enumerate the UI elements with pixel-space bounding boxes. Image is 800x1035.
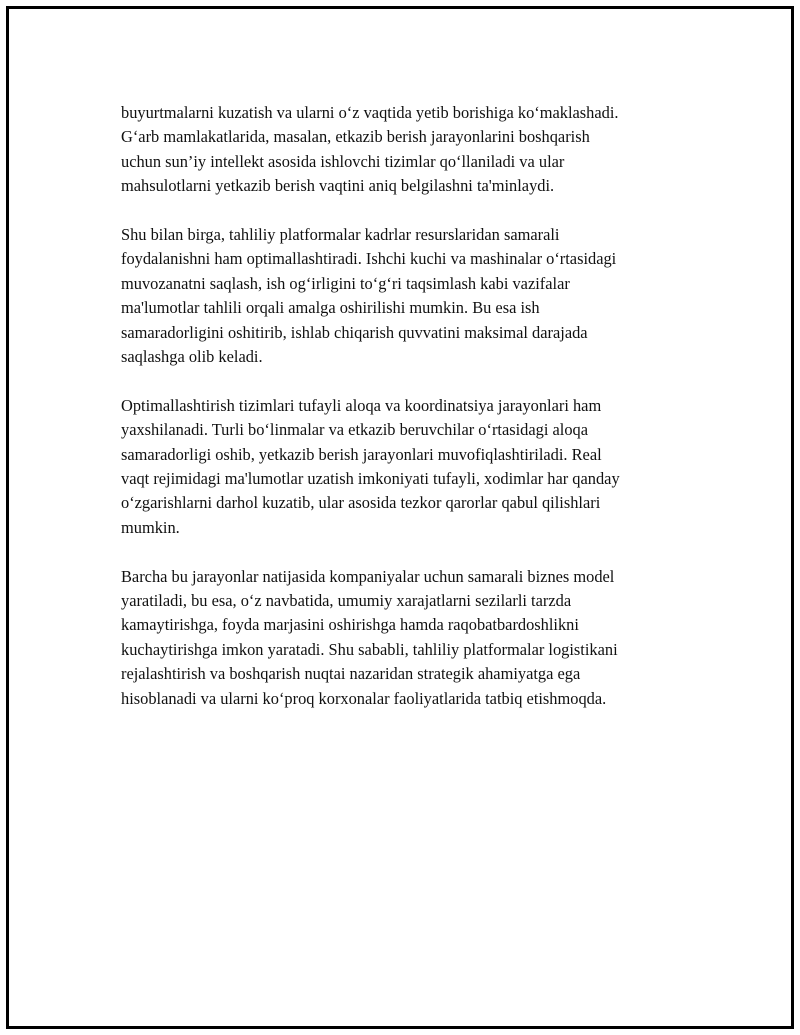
text-line: yaratiladi, bu esa, o‘z navbatida, umumiy xarajatlarni sezilarli tarzda xyxy=(121,591,572,611)
text-line: muvozanatni saqlash, ish og‘irligini to‘g‘ri taqsimlash kabi vazifalar xyxy=(121,273,570,293)
text-line: samaradorligi oshib, yetkazib berish jarayonlari muvofiqlashtiriladi. Real xyxy=(121,444,602,464)
paragraph-4 xyxy=(121,565,701,711)
text-line: Shu bilan birga, tahliliy platformalar kadrlar resurslaridan samarali xyxy=(121,225,560,245)
text-line: buyurtmalarni kuzatish va ularni o‘z vaqtida yetib borishiga ko‘maklashadi. xyxy=(121,103,619,122)
text-line: o‘zgarishlarni darhol kuzatib, ular asosida tezkor qarorlar qabul qilishlari xyxy=(121,493,601,513)
text-line: kamaytirishga, foyda marjasini oshirishga hamda raqobatbardoshlikni xyxy=(121,615,579,635)
page-frame xyxy=(6,6,794,1029)
paragraph-1 xyxy=(121,101,701,199)
text-line: yaxshilanadi. Turli bo‘linmalar va etkazib beruvchilar o‘rtasidagi aloqa xyxy=(121,420,588,440)
paragraph-3 xyxy=(121,394,701,540)
text-line: kuchaytirishga imkon yaratadi. Shu sababli, tahliliy platformalar logistikani xyxy=(121,639,618,659)
document-body xyxy=(121,101,701,736)
text-line: saqlashga olib keladi. xyxy=(121,347,263,367)
text-line: mumkin. xyxy=(121,517,180,537)
text-line: samaradorligini oshitirib, ishlab chiqarish quvvatini maksimal darajada xyxy=(121,322,588,342)
text-line: foydalanishni ham optimallashtiradi. Ishchi kuchi va mashinalar o‘rtasidagi xyxy=(121,249,617,269)
text-line: ma'lumotlar tahlili orqali amalga oshirilishi mumkin. Bu esa ish xyxy=(121,298,540,318)
text-line: Barcha bu jarayonlar natijasida kompaniyalar uchun samarali biznes model xyxy=(121,566,615,586)
paragraph-2 xyxy=(121,223,701,369)
text-line: mahsulotlarni yetkazib berish vaqtini aniq belgilashni ta'minlaydi. xyxy=(121,176,555,196)
text-line: uchun sun’iy intellekt asosida ishlovchi tizimlar qo‘llaniladi va ular xyxy=(121,151,565,171)
text-line: G‘arb mamlakatlarida, masalan, etkazib berish jarayonlarini boshqarish xyxy=(121,127,590,147)
text-line: hisoblanadi va ularni ko‘proq korxonalar faoliyatlarida tatbiq etishmoqda. xyxy=(121,688,607,708)
text-line: vaqt rejimidagi ma'lumotlar uzatish imkoniyati tufayli, xodimlar har qanday xyxy=(121,469,620,489)
text-line: Optimallashtirish tizimlari tufayli aloqa va koordinatsiya jarayonlari ham xyxy=(121,395,602,415)
text-line: rejalashtirish va boshqarish nuqtai nazaridan strategik ahamiyatga ega xyxy=(121,664,581,684)
